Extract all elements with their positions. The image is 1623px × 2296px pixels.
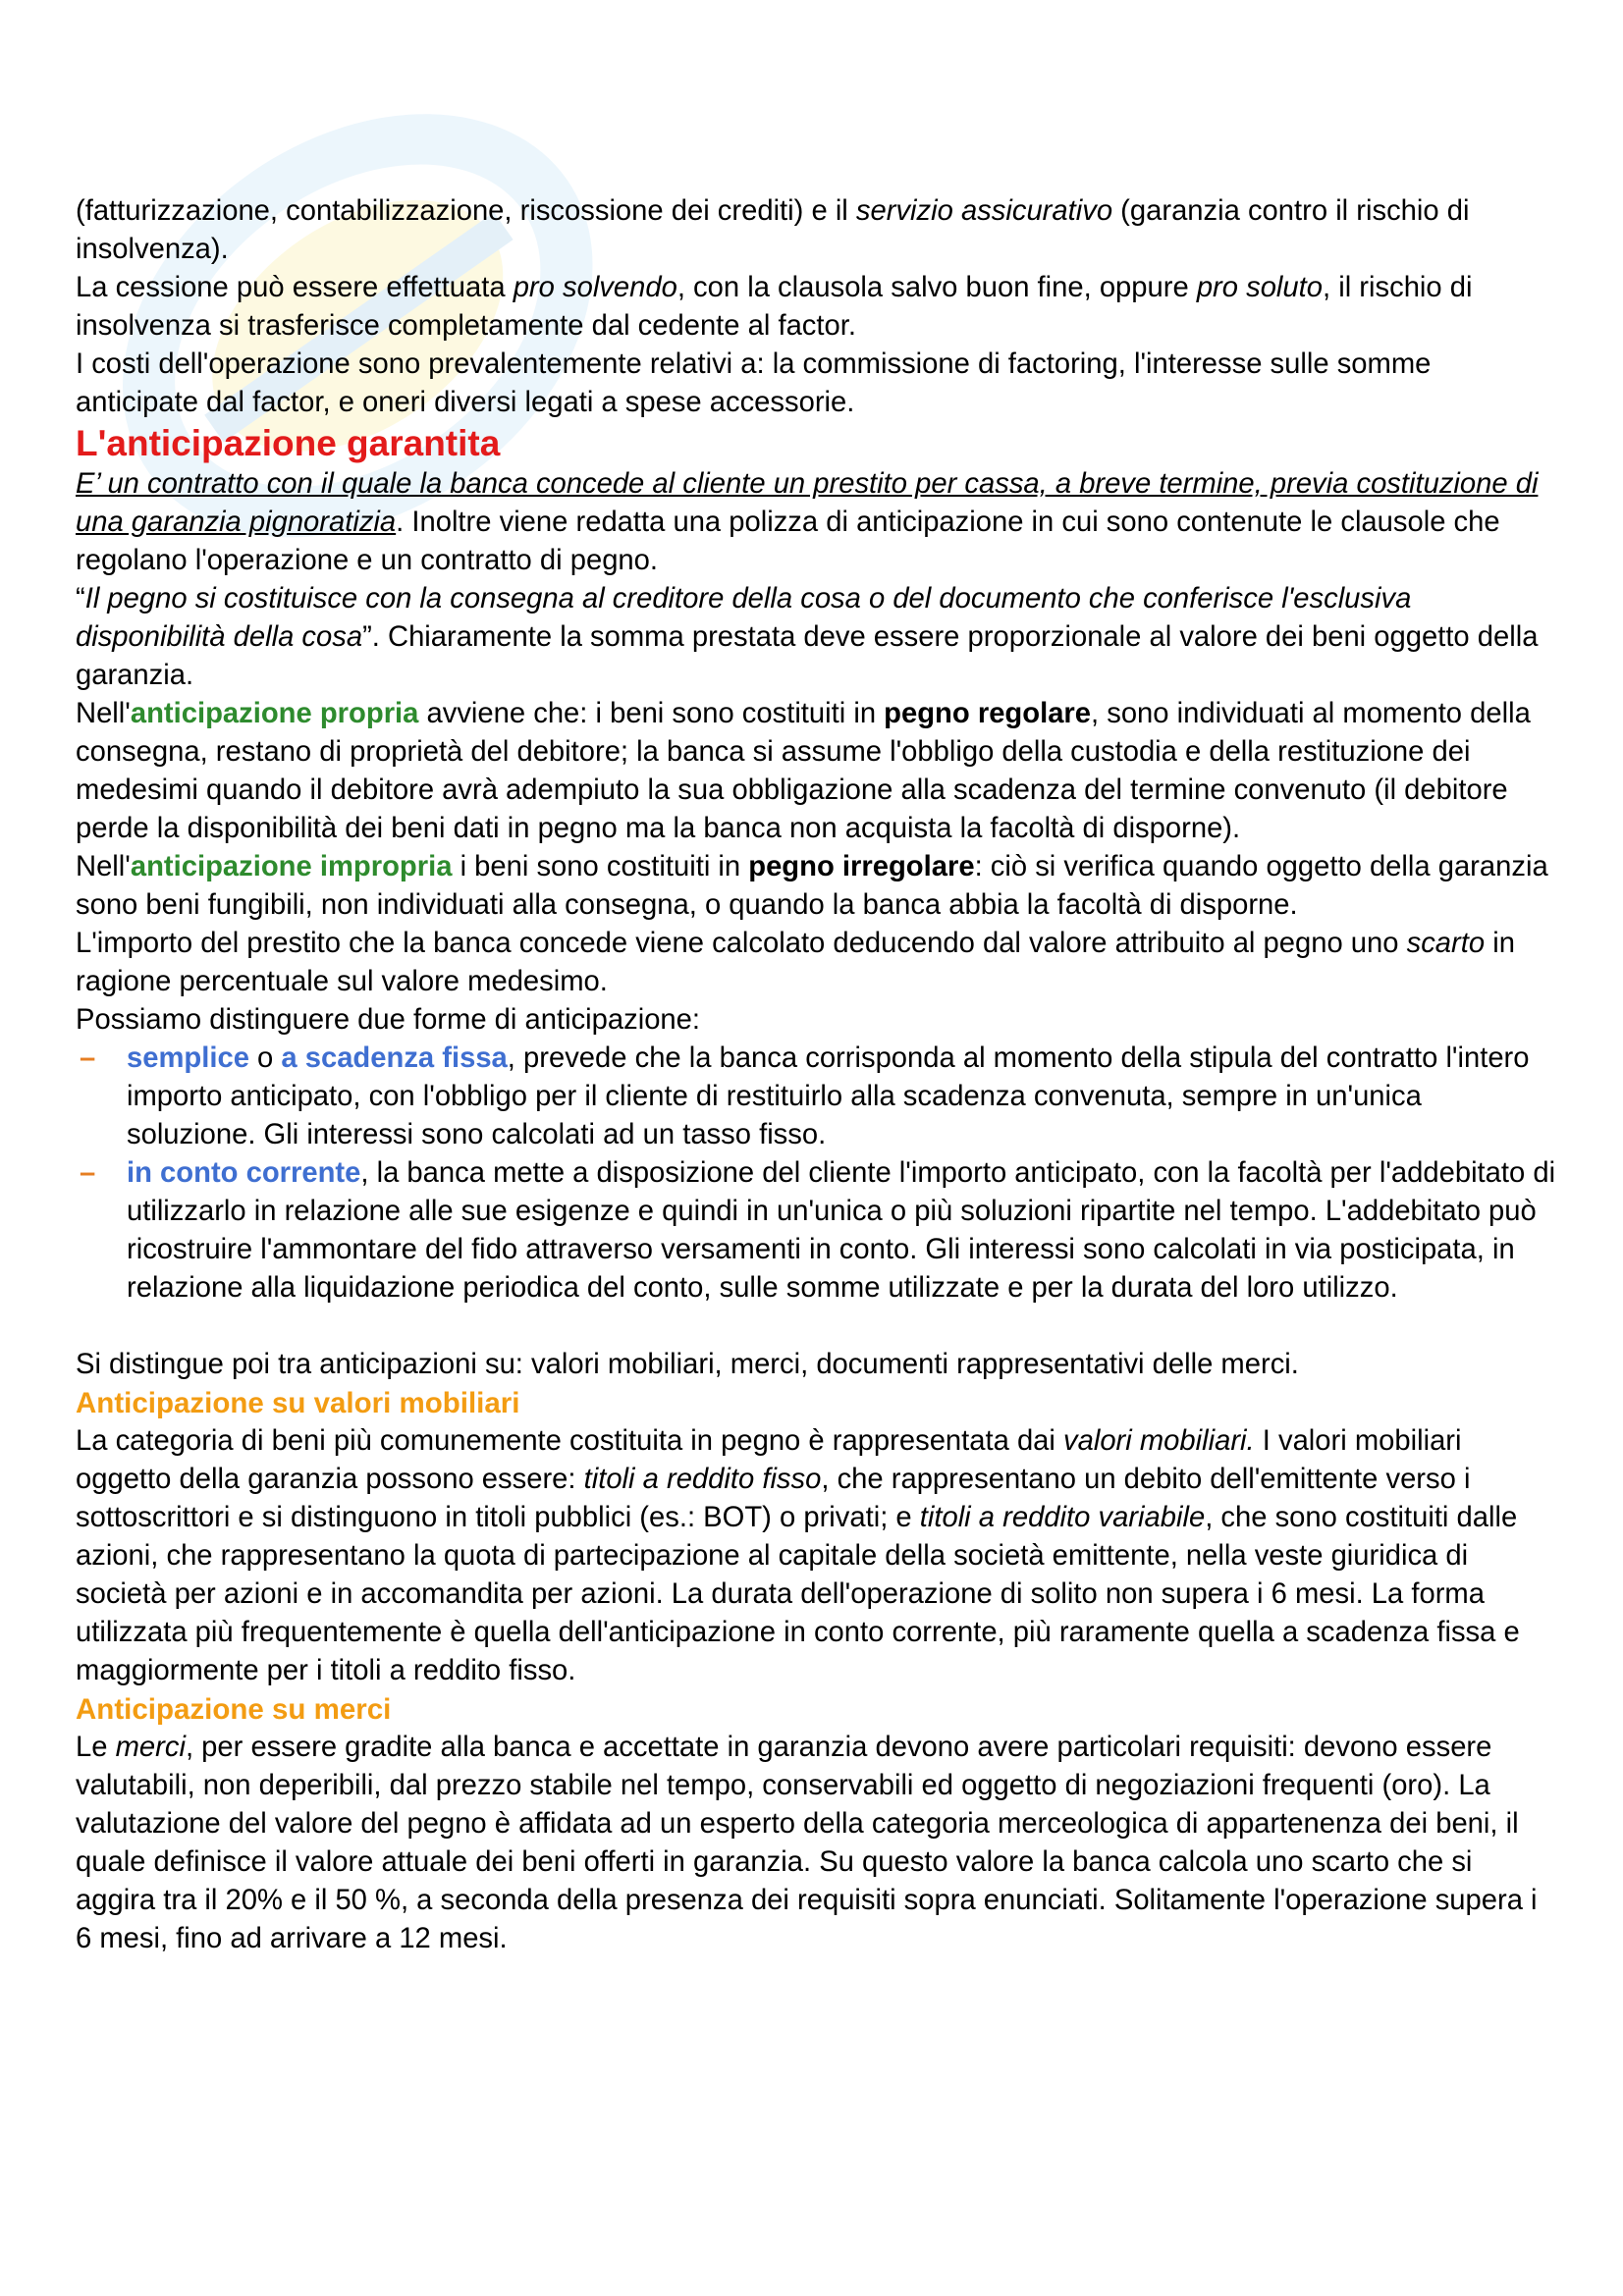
paragraph-valori-mobiliari — [76, 1422, 1558, 1690]
text: i beni sono costituiti in — [452, 851, 749, 882]
highlight-term: anticipazione propria — [130, 698, 419, 729]
text: Nell' — [76, 698, 131, 729]
paragraph-forme-intro: Possiamo distinguere due forme di anticipazione: — [76, 1004, 700, 1036]
italic-term: titoli a reddito variabile — [919, 1502, 1206, 1533]
text: , sono individuati al momento della consegna, restano di proprietà del debitore; la banca si assume l'obbligo della custodia e della restituzione dei medesimi quando il debitore avrà adempiuto la sua obbligazione alla scadenza del termine convenuto (il debitore perde la disponibilità dei beni dati in pegno ma la banca non acquista la facoltà di disporne). — [76, 698, 1531, 844]
italic-term: merci — [115, 1732, 186, 1763]
italic-quote: Il pegno si costituisce con la consegna al creditore della cosa o del documento che conferisce l'esclusiva disponibilità della cosa — [76, 583, 1412, 653]
paragraph-anticipazione-propria — [76, 695, 1558, 848]
text: , la banca mette a disposizione del cliente l'importo anticipato, con la facoltà per l'addebitato di utilizzarlo in relazione alle sue esigenze e quindi in un'unica o più soluzioni ripartite nel tempo. L'addebitato può ricostruire l'ammontare del fido attraverso versamenti in conto. Gli interessi sono calcolati in via posticipata, in relazione alla liquidazione periodica del conto, sulle somme utilizzate e per la durata del loro utilizzo. — [127, 1157, 1556, 1304]
text: , che sono costituiti dalle azioni, che rappresentano la quota di partecipazione al capitale della società emittente, nella veste giuridica di società per azioni e in accomandita per azioni. La durata dell'operazione di solito non supera i 6 mesi. La forma utilizzata più frequentemente è quella dell'anticipazione in conto corrente, più raramente quella a scadenza fissa e maggiormente per i titoli a reddito fisso. — [76, 1502, 1520, 1686]
text: ”. Chiaramente la somma prestata deve essere proporzionale al valore dei beni oggetto della garanzia. — [76, 621, 1539, 691]
paragraph-pegno-quote — [76, 580, 1558, 695]
list-item — [76, 1040, 1558, 1154]
text: La categoria di beni più comunemente costituita in pegno è rappresentata dai — [76, 1425, 1064, 1457]
italic-term: scarto — [1406, 928, 1486, 959]
text: (garanzia contro il rischio di insolvenza). — [76, 195, 1470, 265]
italic-term: pro solvendo — [513, 272, 677, 303]
text: La cessione può essere effettuata — [76, 272, 514, 303]
text: , con la clausola salvo buon fine, oppure — [676, 272, 1197, 303]
paragraph-cessione — [76, 269, 1558, 346]
text: : ciò si verifica quando oggetto della garanzia sono beni fungibili, non individuati alla consegna, o quando la banca abbia la facoltà di disporne. — [76, 851, 1548, 921]
italic-term: titoli a reddito fisso — [583, 1464, 822, 1495]
document-body — [76, 192, 1558, 1958]
section-heading-anticipazione-garantita: L'anticipazione garantita — [76, 423, 501, 463]
text: (fatturizzazione, contabilizzazione, riscossione dei crediti) e il — [76, 195, 856, 227]
paragraph-anticipazione-impropria — [76, 848, 1558, 925]
dash-bullet-icon: – — [80, 1157, 96, 1189]
paragraph-costi: I costi dell'operazione sono prevalentemente relativi a: la commissione di factoring, l'interesse sulle somme anticipate dal factor, e oneri diversi legati a spese accessorie. — [76, 348, 1432, 418]
paragraph-tipi-anticipazione: Si distingue poi tra anticipazioni su: valori mobiliari, merci, documenti rappresentativi delle merci. — [76, 1349, 1299, 1380]
list-item — [76, 1154, 1558, 1308]
italic-term: servizio assicurativo — [855, 195, 1113, 227]
text: Nell' — [76, 851, 131, 882]
subheading-merci: Anticipazione su merci — [76, 1693, 392, 1726]
text: . Inoltre viene redatta una polizza di anticipazione in cui sono contenute le clausole che regolano l'operazione e un contratto di pegno. — [76, 507, 1500, 576]
text: , che rappresentano un debito dell'emittente verso i sottoscrittori e si distinguono in titoli pubblici (es.: BOT) o privati; e — [76, 1464, 1471, 1533]
definition-text: E’ un contratto con il quale la banca concede al cliente un prestito per cassa, a breve termine, previa costituzione di una garanzia pignoratizia — [76, 468, 1539, 538]
italic-term: pro soluto — [1196, 272, 1323, 303]
forms-list — [76, 1040, 1558, 1308]
blank-line — [76, 1308, 1558, 1346]
dash-bullet-icon: – — [80, 1042, 96, 1074]
paragraph-merci — [76, 1729, 1558, 1958]
highlight-term: anticipazione impropria — [130, 851, 453, 882]
italic-term: valori mobiliari. — [1063, 1425, 1255, 1457]
text: “ — [76, 583, 85, 614]
text: in ragione percentuale sul valore medesimo. — [76, 928, 1515, 997]
text: avviene che: i beni sono costituiti in — [418, 698, 885, 729]
subheading-valori-mobiliari: Anticipazione su valori mobiliari — [76, 1387, 520, 1419]
paragraph-definizione — [76, 465, 1558, 580]
text: I valori mobiliari oggetto della garanzia possono essere: — [76, 1425, 1462, 1495]
text: L'importo del prestito che la banca concede viene calcolato deducendo dal valore attribuito al pegno uno — [76, 928, 1407, 959]
text: , per essere gradite alla banca e accettate in garanzia devono avere particolari requisiti: devono essere valutabili, non deperibili, dal prezzo stabile nel tempo, conservabili ed oggetto di negoziazioni frequenti (oro). La valutazione del valore del pegno è affidata ad un esperto della categoria merceologica di appartenenza dei beni, il quale definisce il valore attuale dei beni offerti in garanzia. Su questo valore la banca calcola uno scarto che si aggira tra il 20% e il 50 %, a seconda della presenza dei requisiti sopra enunciati. Solitamente l'operazione supera i 6 mesi, fino ad arrivare a 12 mesi. — [76, 1732, 1538, 1954]
paragraph-importo — [76, 925, 1558, 1001]
text: o — [248, 1042, 282, 1074]
text: Le — [76, 1732, 116, 1763]
paragraph-factoring-services — [76, 192, 1558, 269]
bold-term: pegno irregolare — [748, 851, 975, 882]
highlight-term: semplice — [127, 1042, 249, 1074]
highlight-term: in conto corrente — [127, 1157, 361, 1189]
text: , il rischio di insolvenza si trasferisce completamente dal cedente al factor. — [76, 272, 1473, 342]
highlight-term: a scadenza fissa — [281, 1042, 508, 1074]
bold-term: pegno regolare — [884, 698, 1092, 729]
text: , prevede che la banca corrisponda al momento della stipula del contratto l'intero importo anticipato, con l'obbligo per il cliente di restituirlo alla scadenza convenuta, sempre in un'unica soluzione. Gli interessi sono calcolati ad un tasso fisso. — [127, 1042, 1530, 1150]
